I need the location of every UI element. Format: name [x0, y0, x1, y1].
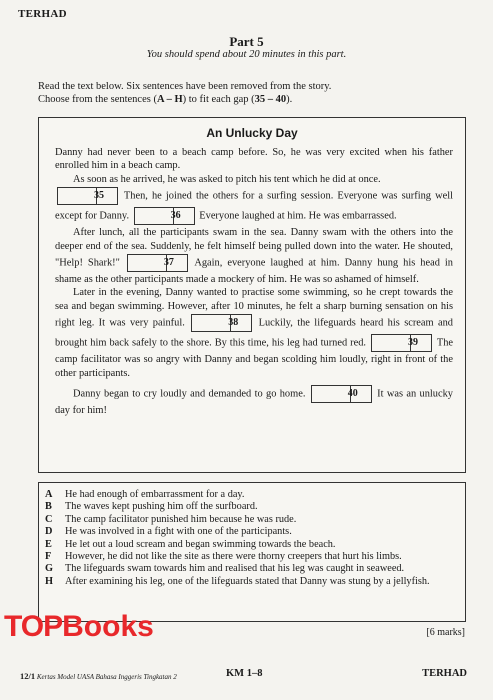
gap-number: 40	[330, 386, 351, 402]
option-letter: B	[45, 501, 52, 513]
option-letter: F	[45, 551, 52, 563]
footer-book-info	[20, 671, 177, 681]
gap-number: 35	[76, 188, 97, 204]
option-letter: E	[45, 538, 52, 550]
footer-classification: TERHAD	[422, 668, 467, 679]
answer-gap-38[interactable]	[191, 314, 252, 332]
option-letter: A	[45, 489, 53, 500]
instr-text: Choose from the sentences (	[38, 94, 157, 105]
story-sentence: It was an unlucky day for him!	[55, 388, 453, 417]
option-text: After examining his leg, one of the lifeguards stated that Danny was stung by a jellyfish.	[65, 575, 430, 587]
option-text: He had enough of embarrassment for a day.	[65, 489, 245, 500]
footer-page-number: KM 1–8	[226, 668, 263, 679]
options-box	[38, 482, 466, 622]
option-b[interactable]	[45, 501, 457, 513]
story-sentence: The camp facilitator was so angry with Danny and began scolding him loudly, right in front of the other participants.	[55, 337, 453, 379]
part-subtitle: You should spend about 20 minutes in this part.	[146, 49, 347, 60]
instr-option-range: A – H	[156, 94, 183, 105]
option-g[interactable]	[45, 563, 457, 575]
answer-gap-37[interactable]	[127, 254, 188, 272]
marks-label: [6 marks]	[426, 627, 465, 638]
instruction-line-1: Read the text below. Six sentences have been removed from the story.	[38, 81, 332, 92]
option-text: The waves kept pushing him off the surfboard.	[65, 501, 258, 513]
story-paragraph	[55, 286, 453, 380]
options-list	[45, 489, 457, 588]
story-paragraph: Danny had never been to a beach camp before. So, he was very excited when his father enrolled him in a beach camp.	[55, 147, 453, 172]
logo-books: Books	[62, 610, 154, 643]
story-sentence: Again, everyone laughed at him. Danny hung his head in shame as the other participants made a mockery of him. He was so ashamed of himself.	[55, 257, 453, 286]
story-sentence: After lunch, all the participants swam in the sea. Danny swam with the others into the deeper end of the sea. Suddenly, he felt himself being pulled down into the water. He shouted, "Help! Shark!"	[55, 227, 453, 269]
story-text	[55, 146, 453, 417]
gap-number: 39	[390, 335, 411, 351]
footer-book-title: Kertas Model UASA Bahasa Inggeris Tingkatan 2	[36, 673, 177, 681]
answer-gap-39[interactable]	[371, 334, 432, 352]
story-sentence: As soon as he arrived, he was asked to pitch his tent which he did at once.	[73, 173, 381, 185]
header-classification: TERHAD	[18, 8, 67, 20]
answer-gap-36[interactable]	[134, 207, 195, 225]
option-text: The camp facilitator punished him because he was rude.	[65, 513, 297, 525]
gap-number: 37	[146, 255, 167, 271]
topbooks-logo	[4, 610, 154, 644]
footer-code: 12/1	[20, 671, 36, 681]
instr-text: ).	[286, 94, 293, 105]
gap-number: 38	[210, 315, 231, 331]
story-sentence: Then, he joined the others for a surfing session. Everyone was surfing well except for Danny.	[55, 190, 453, 222]
story-title: An Unlucky Day	[206, 126, 298, 140]
part-title: Part 5	[229, 34, 264, 49]
instr-text: ) to fit each gap (	[182, 94, 255, 105]
option-letter: D	[45, 526, 53, 538]
option-d[interactable]	[45, 526, 457, 538]
option-letter: C	[45, 513, 53, 525]
story-paragraph	[55, 173, 453, 226]
option-text: He let out a loud scream and began swimming towards the beach.	[65, 538, 336, 550]
story-paragraph	[55, 226, 453, 286]
option-e[interactable]	[45, 539, 457, 551]
answer-gap-35[interactable]	[57, 187, 118, 205]
option-text: He was involved in a fight with one of the participants.	[65, 526, 292, 538]
instructions	[38, 80, 468, 106]
story-sentence: Danny began to cry loudly and demanded to go home.	[73, 388, 306, 400]
instr-gap-range: 35 – 40	[254, 94, 287, 105]
instruction-line-2	[38, 93, 468, 106]
option-text: However, he did not like the site as there were thorny creepers that hurt his limbs.	[65, 551, 402, 563]
story-sentence: Luckily, the lifeguards heard his scream and brought him back safely to the shore. By this time, his leg had turned red.	[55, 317, 453, 349]
story-sentence: Later in the evening, Danny wanted to practise some swimming, so he crept towards the sea and began swimming. However, after 10 minutes, he felt a sharp burning sensation on his right leg. It was very painful.	[55, 287, 453, 329]
logo-top: TOP	[4, 610, 63, 643]
story-box	[38, 117, 466, 473]
option-a[interactable]	[45, 489, 457, 501]
story-sentence: Everyone laughed at him. He was embarrassed.	[199, 210, 397, 222]
story-paragraph	[55, 384, 453, 417]
option-c[interactable]	[45, 514, 457, 526]
option-letter: G	[45, 563, 54, 575]
option-letter: H	[45, 575, 54, 587]
option-h[interactable]	[45, 576, 457, 588]
option-f[interactable]	[45, 551, 457, 563]
gap-number: 36	[153, 208, 174, 224]
answer-gap-40[interactable]	[311, 385, 372, 403]
option-text: The lifeguards swam towards him and realised that his leg was caught in seaweed.	[65, 563, 405, 575]
